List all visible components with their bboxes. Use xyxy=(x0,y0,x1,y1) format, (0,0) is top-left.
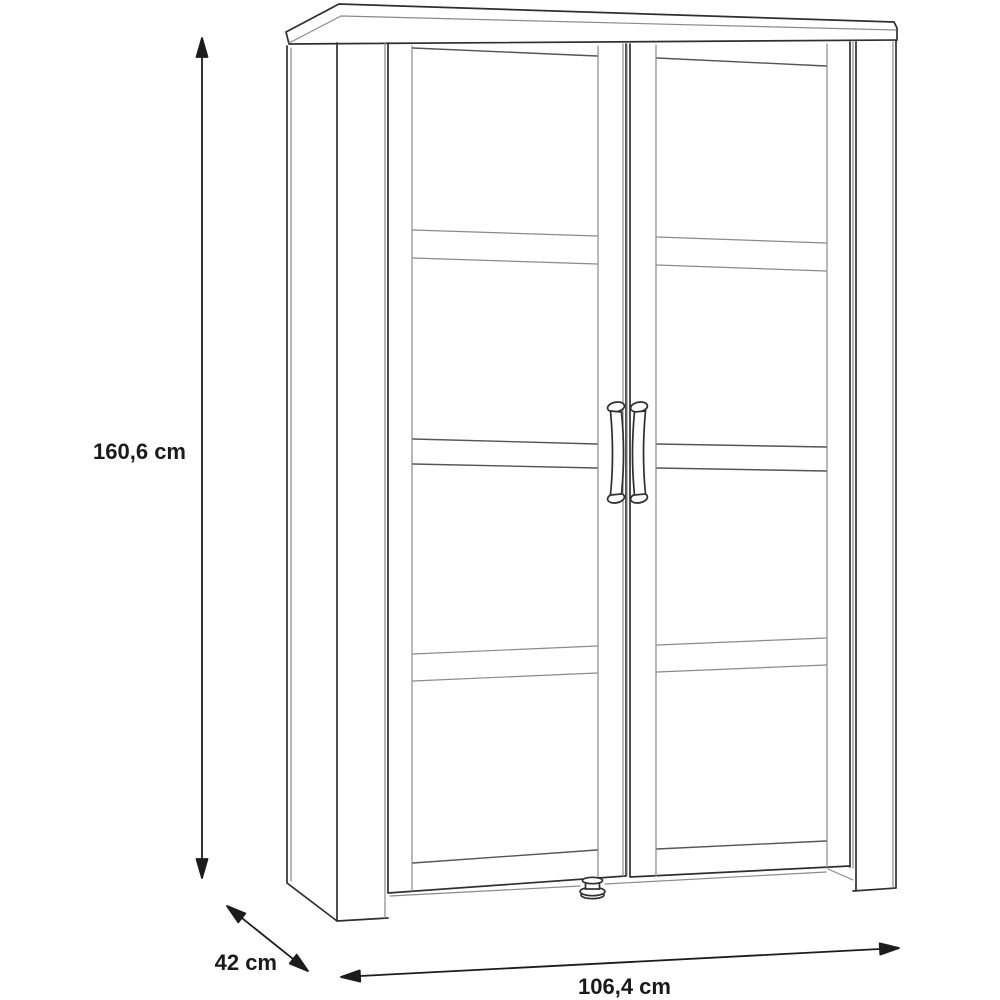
left-front-post xyxy=(337,43,388,921)
left-door-shelf-lines xyxy=(413,230,597,681)
dimension-annotations xyxy=(93,38,899,999)
right-door-outline xyxy=(630,42,850,877)
foot-top-disk xyxy=(583,877,603,883)
depth-dimension-label: 42 cm xyxy=(214,950,277,975)
right-door-shelf-lines xyxy=(657,237,826,672)
height-dimension-label: 160,6 cm xyxy=(93,439,186,464)
height-dimension-arrow xyxy=(197,38,208,878)
left-handle-bar xyxy=(611,411,624,495)
right-door-handle xyxy=(630,401,648,504)
right-door-rail-lines xyxy=(657,58,826,849)
left-door-rail-lines xyxy=(413,48,597,863)
adjustable-foot xyxy=(580,877,605,898)
left-door xyxy=(388,43,626,893)
plinth-bottom-lines xyxy=(390,872,826,896)
left-door-stile-lines xyxy=(412,46,598,891)
right-door-edge-shadow xyxy=(627,42,853,876)
width-dimension-label: 106,4 cm xyxy=(578,974,671,999)
right-handle-bar xyxy=(633,411,646,495)
top-panel-outline xyxy=(286,4,897,44)
right-door-stile-lines xyxy=(656,44,827,876)
left-door-handle xyxy=(607,401,625,504)
cabinet-drawing xyxy=(286,4,897,921)
right-door xyxy=(627,42,853,877)
right-front-post xyxy=(853,40,896,891)
right-front-post-inner-edge xyxy=(828,42,893,888)
left-side-panel xyxy=(287,46,337,921)
